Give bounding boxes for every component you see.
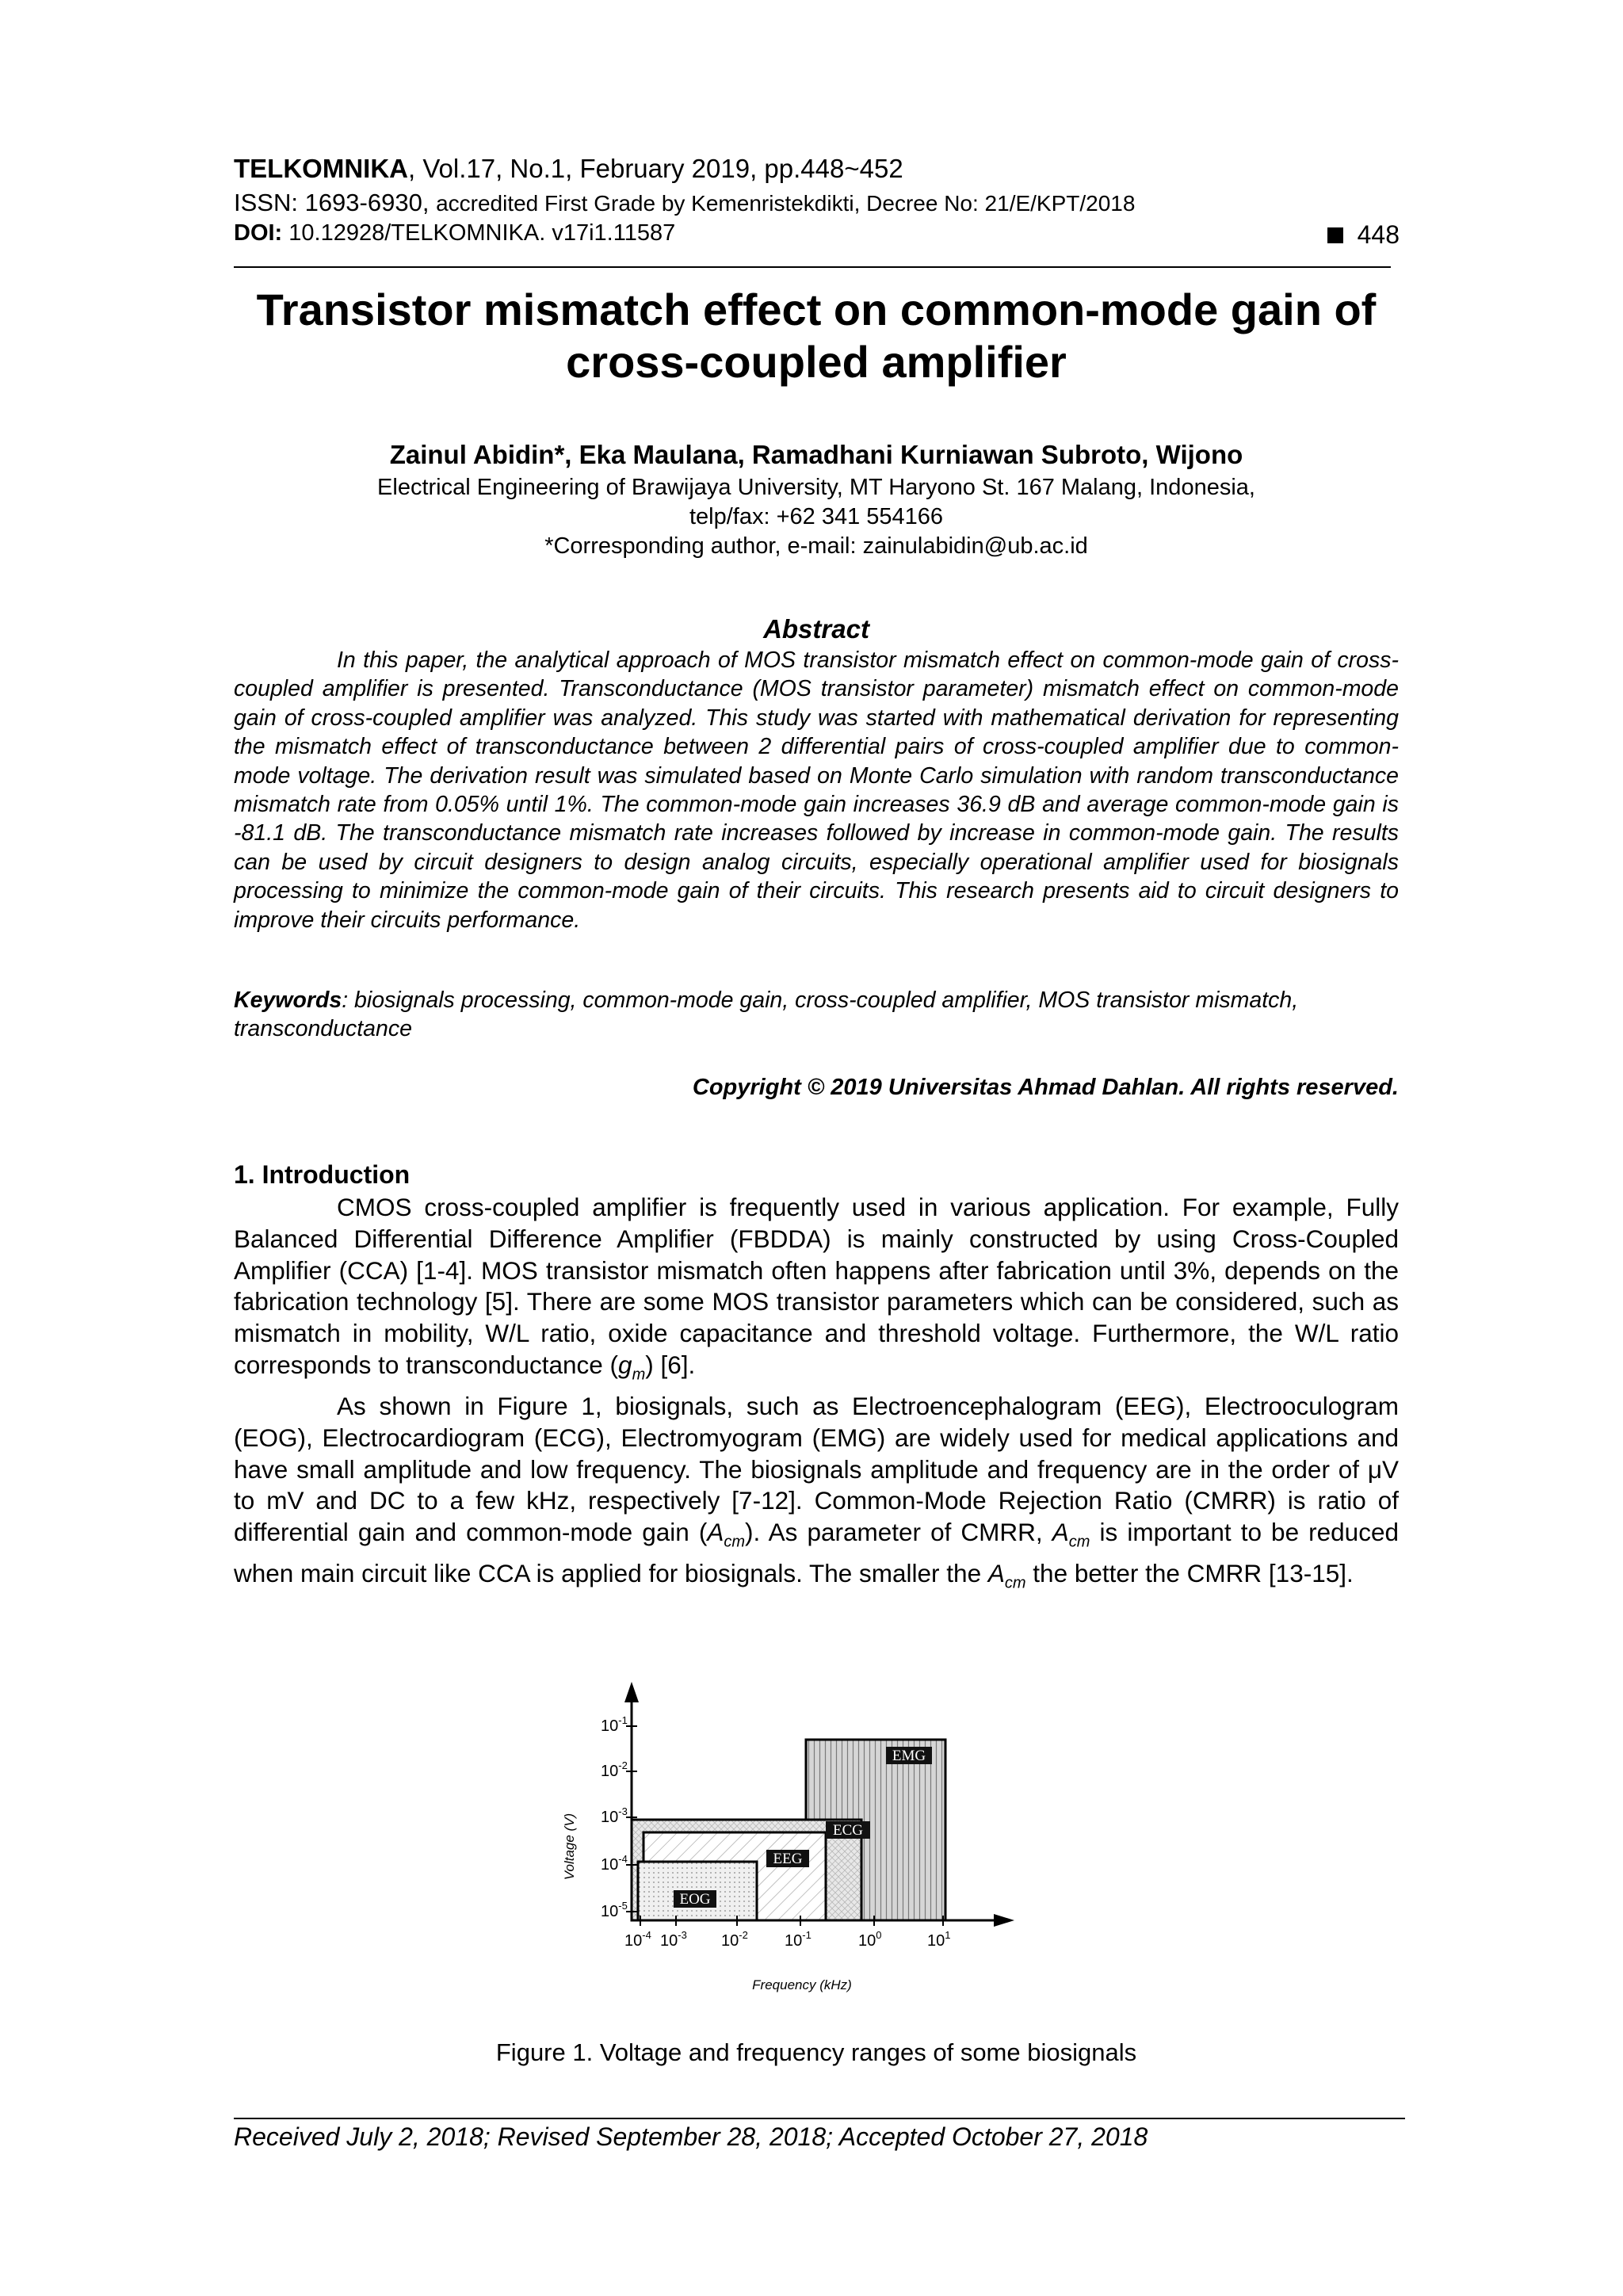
y-tick-label: $10^{-5}$ — [601, 1900, 628, 1920]
journal-name: TELKOMNIKA — [234, 154, 408, 183]
telp-fax: telp/fax: +62 341 554166 — [689, 504, 944, 529]
x-tick-label: $10^{-4}$ — [624, 1929, 651, 1950]
journal-volume: , Vol.17, No.1, February 2019, pp.448~452 — [407, 154, 903, 183]
ecg-label: ECG — [833, 1822, 863, 1839]
x-tick-label: $10^{-3}$ — [660, 1929, 687, 1950]
gm-symbol: $g_m$ — [618, 1350, 646, 1384]
author-list: Zainul Abidin*, Eka Maulana, Ramadhani Kurniawan Subroto, Wijono — [389, 440, 1243, 469]
page-number: 448 — [1357, 220, 1400, 249]
x-tick-label: $10^0$ — [858, 1929, 882, 1950]
abstract-body: In this paper, the analytical approach of MOS transistor mismatch effect on common-mode gain of cross-coupled amplifier is presented. Transconductance (MOS transistor parameter) mismatch effect on common-mode gain of cross-coupled amplifier was analyzed. This study was started with mathematical derivation for representing the mismatch effect of transconductance between 2 differential pairs of cross-coupled amplifier due to common-mode voltage. The derivation result was simulated based on Monte Carlo simulation with random transconductance mismatch rate from 0.05% until 1%. The common-mode gain increases 36.9 dB and average common-mode gain is -81.1 dB. The transconductance mismatch rate increases followed by increase in common-mode gain. The results can be used by circuit designers to design analog circuits, especially operational amplifier used for biosignals processing to minimize the common-mode gain of their circuits. This research presents aid to circuit designers to improve their circuits performance. — [234, 648, 1399, 933]
y-tick-label: $10^{-4}$ — [601, 1853, 628, 1874]
x-tick-label: $10^1$ — [927, 1929, 951, 1950]
x-tick-label: $10^{-1}$ — [785, 1929, 812, 1950]
square-bullet-icon — [1327, 227, 1343, 243]
intro-paragraph-1: CMOS cross-coupled amplifier is frequently used in various application. For example, Fully Balanced Differential Difference Amplifier (FBDDA) is mainly constructed by using Cross-Coupled Amplifier (CCA) [1-4]. MOS transistor mismatch often happens after fabrication until 3%, depends on the fabrication technology [5]. There are some MOS transistor parameters which can be considered, such as mismatch in mobility, W/L ratio, oxide capacitance and threshold voltage. Furthermore, the W/L ratio corresponds to transconductance $(g_m)$ [6]. — [234, 1193, 1399, 1384]
x-axis-arrow-icon — [994, 1914, 1014, 1927]
keywords-label: Keywords — [234, 988, 342, 1013]
y-axis-arrow-icon — [624, 1682, 639, 1702]
keywords-text: : biosignals processing, common-mode gain, cross-coupled amplifier, MOS transistor mismatch, transconductance — [234, 988, 1299, 1041]
y-tick-label: $10^{-2}$ — [601, 1759, 628, 1780]
acm-symbol: $A_{cm}$ — [1052, 1518, 1090, 1551]
copyright-notice: Copyright © 2019 Universitas Ahmad Dahlan. All rights reserved. — [692, 1075, 1399, 1100]
doi-link[interactable]: 10.12928/TELKOMNIKA. v17i1.11587 — [288, 220, 676, 246]
figure-caption: Figure 1. Voltage and frequency ranges of some biosignals — [495, 2038, 1137, 2066]
paper-title: Transistor mismatch effect on common-mode gain of cross-coupled amplifier — [256, 285, 1377, 387]
figure-1 — [547, 1680, 1038, 2013]
introduction-body — [234, 1192, 1399, 1599]
issn-label: ISSN: 1693-6930, — [234, 189, 437, 216]
doi-label: DOI: — [234, 220, 289, 246]
keywords — [234, 986, 1399, 1043]
affiliation: Electrical Engineering of Brawijaya University, MT Haryono St. 167 Malang, Indonesia, — [377, 475, 1255, 500]
page-number-block — [1327, 220, 1400, 250]
emg-label: EMG — [892, 1748, 926, 1764]
journal-header — [234, 154, 903, 184]
header-rule — [234, 266, 1391, 268]
eeg-label: EEG — [773, 1851, 803, 1867]
abstract-heading: Abstract — [763, 614, 869, 644]
acm-symbol: $A_{cm}$ — [707, 1518, 746, 1551]
footer-rule — [234, 2118, 1405, 2119]
corresponding-author: *Corresponding author, e-mail: zainulabidin@ub.ac.id — [544, 533, 1088, 559]
issn-accreditation: accredited First Grade by Kemenristekdikti, Decree No: 21/E/KPT/2018 — [436, 191, 1136, 216]
doi-line — [234, 220, 675, 246]
received-dates: Received July 2, 2018; Revised September 28, 2018; Accepted October 27, 2018 — [234, 2122, 1148, 2151]
x-axis-label: Frequency (kHz) — [752, 1977, 852, 1992]
intro-paragraph-2: As shown in Figure 1, biosignals, such as Electroencephalogram (EEG), Electrooculogram (EOG), Electrocardiogram (ECG), Electromyogram (EMG) are widely used for medical applications and have small amplitude and low frequency. The biosignals amplitude and frequency are in the order of μV to mV and DC to a few kHz, respectively [7-12]. Common-Mode Rejection Ratio (CMRR) is ratio of differential gain and common-mode gain $(A_{cm})$. As parameter of CMRR, $A_{cm}$ is important to be reduced when main circuit like CCA is applied for biosignals. The smaller the $A_{cm}$ the better the CMRR [13-15]. — [234, 1392, 1399, 1592]
acm-symbol: $A_{cm}$ — [987, 1559, 1026, 1592]
section-heading-introduction: 1. Introduction — [234, 1160, 411, 1189]
eog-label: EOG — [679, 1891, 711, 1908]
y-tick-label: $10^{-3}$ — [601, 1805, 628, 1826]
y-axis-label: Voltage (V) — [562, 1813, 577, 1881]
biosignal-range-diagram — [547, 1680, 1038, 2013]
x-tick-label: $10^{-2}$ — [721, 1929, 748, 1950]
affiliation-block — [234, 473, 1399, 561]
issn-line — [234, 189, 1135, 217]
y-tick-label: $10^{-1}$ — [601, 1714, 628, 1735]
